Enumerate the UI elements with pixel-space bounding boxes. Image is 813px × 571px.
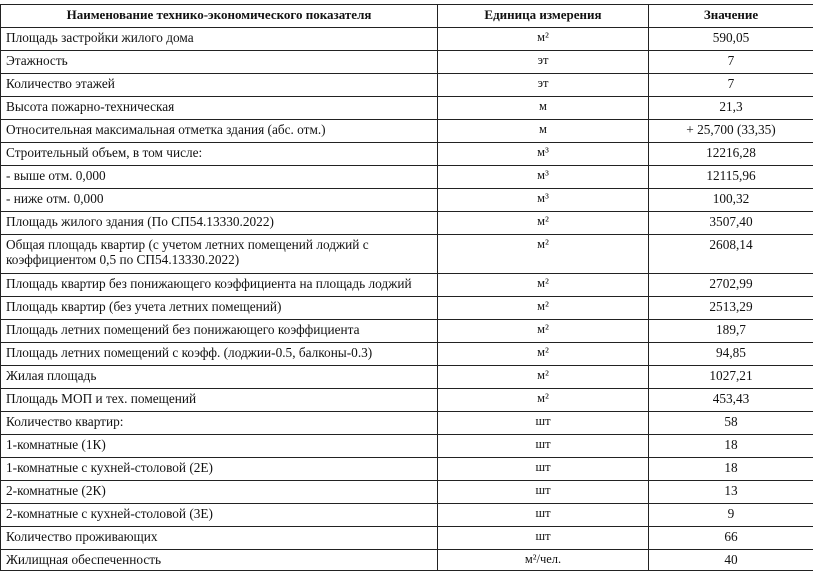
indicator-name: 2-комнатные с кухней-столовой (3Е) <box>1 504 438 527</box>
header-row <box>1 5 813 28</box>
table-row <box>1 51 813 74</box>
indicator-name: Общая площадь квартир (с учетом летних помещений лоджий с коэффициентом 0,5 по СП54.13330.2022) <box>1 235 438 274</box>
indicator-unit: м <box>438 97 649 120</box>
indicator-value: 189,7 <box>649 320 813 343</box>
indicator-name: Площадь квартир без понижающего коэффициента на площадь лоджий <box>1 274 438 297</box>
indicator-value: 2702,99 <box>649 274 813 297</box>
indicator-name: 2-комнатные (2К) <box>1 481 438 504</box>
indicators-table <box>0 4 813 571</box>
indicator-value: 590,05 <box>649 28 813 51</box>
table-row <box>1 389 813 412</box>
indicator-value: 40 <box>649 550 813 571</box>
table-row <box>1 412 813 435</box>
indicator-value: 13 <box>649 481 813 504</box>
indicator-unit: шт <box>438 412 649 435</box>
indicator-unit: м² <box>438 343 649 366</box>
indicator-unit: м² <box>438 366 649 389</box>
indicator-name: Площадь квартир (без учета летних помещений) <box>1 297 438 320</box>
indicator-value: 453,43 <box>649 389 813 412</box>
indicator-unit: м³ <box>438 143 649 166</box>
indicator-unit: шт <box>438 504 649 527</box>
indicator-name: Жилая площадь <box>1 366 438 389</box>
table-row <box>1 120 813 143</box>
indicator-name: Относительная максимальная отметка здания (абс. отм.) <box>1 120 438 143</box>
indicator-value: 2608,14 <box>649 235 813 274</box>
indicator-unit: м² <box>438 297 649 320</box>
indicator-value: 7 <box>649 74 813 97</box>
table-row <box>1 550 813 571</box>
indicator-unit: м³ <box>438 166 649 189</box>
header-indicator-name: Наименование технико-экономического показателя <box>1 5 438 28</box>
table-row <box>1 458 813 481</box>
indicator-value: 58 <box>649 412 813 435</box>
indicator-name: Площадь жилого здания (По СП54.13330.2022) <box>1 212 438 235</box>
indicator-unit: шт <box>438 481 649 504</box>
indicator-name: Жилищная обеспеченность <box>1 550 438 571</box>
table-row <box>1 343 813 366</box>
table-row <box>1 143 813 166</box>
indicator-unit: м² <box>438 235 649 274</box>
indicator-name: Строительный объем, в том числе: <box>1 143 438 166</box>
indicator-unit: эт <box>438 74 649 97</box>
indicator-unit: м <box>438 120 649 143</box>
indicator-unit: шт <box>438 527 649 550</box>
indicator-name: Количество проживающих <box>1 527 438 550</box>
indicator-unit: шт <box>438 435 649 458</box>
indicator-unit: м² <box>438 389 649 412</box>
table-row <box>1 97 813 120</box>
indicator-value: 7 <box>649 51 813 74</box>
indicator-name: Площадь застройки жилого дома <box>1 28 438 51</box>
indicator-name: - выше отм. 0,000 <box>1 166 438 189</box>
indicator-name: Количество этажей <box>1 74 438 97</box>
table-row <box>1 235 813 274</box>
indicator-value: 12216,28 <box>649 143 813 166</box>
indicator-unit: м² <box>438 28 649 51</box>
indicator-name: Площадь летних помещений без понижающего коэффициента <box>1 320 438 343</box>
indicator-value: 66 <box>649 527 813 550</box>
header-unit: Единица измерения <box>438 5 649 28</box>
table-row <box>1 212 813 235</box>
table-row <box>1 481 813 504</box>
indicator-unit: м² <box>438 212 649 235</box>
table-row <box>1 274 813 297</box>
table-row <box>1 189 813 212</box>
table-row <box>1 28 813 51</box>
indicator-unit: шт <box>438 458 649 481</box>
table-row <box>1 435 813 458</box>
indicator-unit: м²/чел. <box>438 550 649 571</box>
indicator-name: Площадь летних помещений с коэфф. (лоджии-0.5, балконы-0.3) <box>1 343 438 366</box>
indicator-unit: м² <box>438 320 649 343</box>
table-row <box>1 504 813 527</box>
indicator-name: - ниже отм. 0,000 <box>1 189 438 212</box>
indicator-unit: эт <box>438 51 649 74</box>
indicator-value: 18 <box>649 435 813 458</box>
indicator-unit: м³ <box>438 189 649 212</box>
indicator-value: 3507,40 <box>649 212 813 235</box>
header-value: Значение <box>649 5 813 28</box>
indicator-name: Этажность <box>1 51 438 74</box>
indicator-value: 1027,21 <box>649 366 813 389</box>
table-row <box>1 320 813 343</box>
indicator-value: + 25,700 (33,35) <box>649 120 813 143</box>
indicator-value: 2513,29 <box>649 297 813 320</box>
table-row <box>1 166 813 189</box>
indicator-value: 100,32 <box>649 189 813 212</box>
indicator-unit: м² <box>438 274 649 297</box>
table-row <box>1 527 813 550</box>
indicator-value: 9 <box>649 504 813 527</box>
indicator-name: Высота пожарно-техническая <box>1 97 438 120</box>
indicator-name: Площадь МОП и тех. помещений <box>1 389 438 412</box>
indicator-value: 21,3 <box>649 97 813 120</box>
indicator-value: 94,85 <box>649 343 813 366</box>
table-row <box>1 366 813 389</box>
indicator-name: 1-комнатные (1К) <box>1 435 438 458</box>
indicator-name: Количество квартир: <box>1 412 438 435</box>
indicator-value: 12115,96 <box>649 166 813 189</box>
indicator-value: 18 <box>649 458 813 481</box>
indicator-name: 1-комнатные с кухней-столовой (2Е) <box>1 458 438 481</box>
table-row <box>1 74 813 97</box>
table-row <box>1 297 813 320</box>
